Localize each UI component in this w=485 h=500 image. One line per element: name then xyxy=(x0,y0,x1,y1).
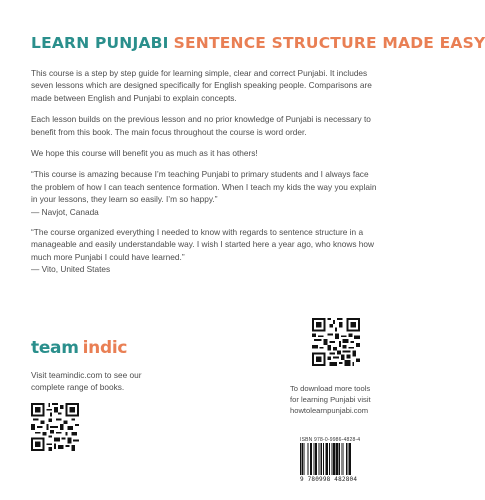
title-subtitle: SENTENCE STRUCTURE MADE EASY xyxy=(173,34,485,52)
logo-team: team xyxy=(31,338,79,358)
download-line: howtolearnpunjabi.com xyxy=(290,406,369,415)
title-learn-punjabi: LEARN PUNJABI xyxy=(31,34,169,52)
logo-indic: indic xyxy=(82,338,128,358)
testimonial-quote: “The course organized everything I needed to know with regards to sentence structure in a manageable and easily understandable way. I wish I started here a year ago, who knows how much more Punjabi I could have learned.” xyxy=(31,227,374,262)
testimonial-quote: “This course is amazing because I’m teaching Punjabi to primary students and I always face the problem of how I can teach sentence formation. When I teach my kids the way you explain in your lessons, they learn so easily. I’m so happy.” xyxy=(31,169,377,205)
visit-teamindic xyxy=(31,370,181,393)
qr-code-icon xyxy=(312,318,360,366)
visit-line: complete range of books. xyxy=(31,381,125,392)
paragraph: This course is a step by step guide for learning simple, clear and correct Punjabi. It includes seven lessons which are designed specifically for English speaking people. Comparisons are made between English and Punjabi to explain concepts. xyxy=(31,68,372,103)
download-line: for learning Punjabi visit xyxy=(290,395,371,404)
testimonial-author: — Vito, United States xyxy=(31,264,111,275)
paragraph: Each lesson builds on the previous lesson and no prior knowledge of Punjabi is necessary to benefit from this book. The main focus throughout the course is word order. xyxy=(31,114,371,137)
testimonial xyxy=(31,226,379,276)
isbn-text: ISBN 978-0-9986-4828-4 xyxy=(300,437,361,443)
testimonial-author: — Navjot, Canada xyxy=(31,206,99,217)
download-tools xyxy=(290,383,390,416)
qr-code-teamindic xyxy=(31,403,79,451)
qr-code-howtolearnpunjabi xyxy=(312,318,360,366)
visit-line: Visit teamindic.com to see our xyxy=(31,370,142,380)
book-title xyxy=(31,34,485,52)
description xyxy=(31,67,379,284)
teamindic-logo xyxy=(31,338,127,358)
barcode-number: 9 780998 482804 xyxy=(300,476,358,483)
paragraph: We hope this course will benefit you as much as it has others! xyxy=(31,148,258,159)
barcode-icon xyxy=(300,443,368,475)
download-line: To download more tools xyxy=(290,384,371,393)
testimonial xyxy=(31,168,379,218)
qr-code-icon xyxy=(31,403,79,451)
